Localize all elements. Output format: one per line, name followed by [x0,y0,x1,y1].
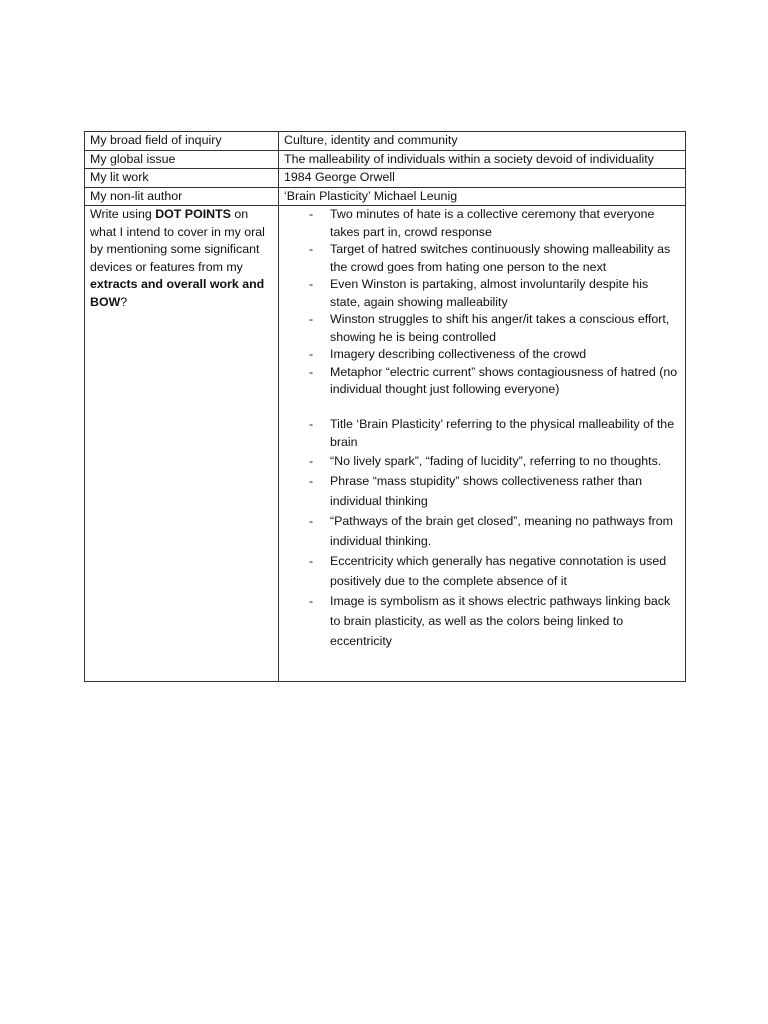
table-row [85,169,686,188]
prompt-emphasis: extracts and overall work and BOW [90,277,265,309]
list-item: - “No lively spark”, “fading of lucidity”, referring to no thoughts. [284,453,680,471]
row-label: My non-lit author [85,187,279,206]
list-item: - Target of hatred switches continuously showing malleability as the crowd goes from hating one person to the next [284,241,680,276]
table-row [85,187,686,206]
list-item: - Even Winston is partaking, almost involuntarily despite his state, again showing malleability [284,276,680,311]
row-label: My broad field of inquiry [85,132,279,151]
list-item: - Image is symbolism as it shows electric pathways linking back to brain plasticity, as well as the colors being linked to eccentricity [284,591,680,651]
list-item: - Title ‘Brain Plasticity’ referring to the physical malleability of the brain [284,416,680,451]
prompt-emphasis: DOT POINTS [155,207,231,221]
prompt-text: Write using [90,207,156,221]
nonlit-dot-points [284,416,680,651]
prompt-text: ? [120,294,128,309]
row-value: Culture, identity and community [279,132,686,151]
lit-dot-points [284,206,680,399]
row-label: My lit work [85,169,279,188]
table-row [85,150,686,169]
inquiry-table [84,131,686,682]
list-item: - Imagery describing collectiveness of the crowd [284,346,680,364]
row-label: My global issue [85,150,279,169]
list-item: - Two minutes of hate is a collective ceremony that everyone takes part in, crowd response [284,206,680,241]
list-item: - Phrase “mass stupidity” shows collectiveness rather than individual thinking [284,471,680,511]
row-value: 1984 George Orwell [279,169,686,188]
table-row [85,206,686,682]
dot-points-cell [279,206,686,682]
prompt-instructions [85,206,279,682]
row-value: ‘Brain Plasticity’ Michael Leunig [279,187,686,206]
list-item: - Winston struggles to shift his anger/it takes a conscious effort, showing he is being controlled [284,311,680,346]
list-item: - Metaphor “electric current” shows contagiousness of hatred (no individual thought just following everyone) [284,364,680,399]
list-item: - Eccentricity which generally has negative connotation is used positively due to the complete absence of it [284,551,680,591]
list-item: - “Pathways of the brain get closed”, meaning no pathways from individual thinking. [284,511,680,551]
row-value: The malleability of individuals within a society devoid of individuality [279,150,686,169]
prompt-text: on what I intend to cover in my oral by mentioning some significant devices or features from my [90,207,265,274]
table-row [85,132,686,151]
